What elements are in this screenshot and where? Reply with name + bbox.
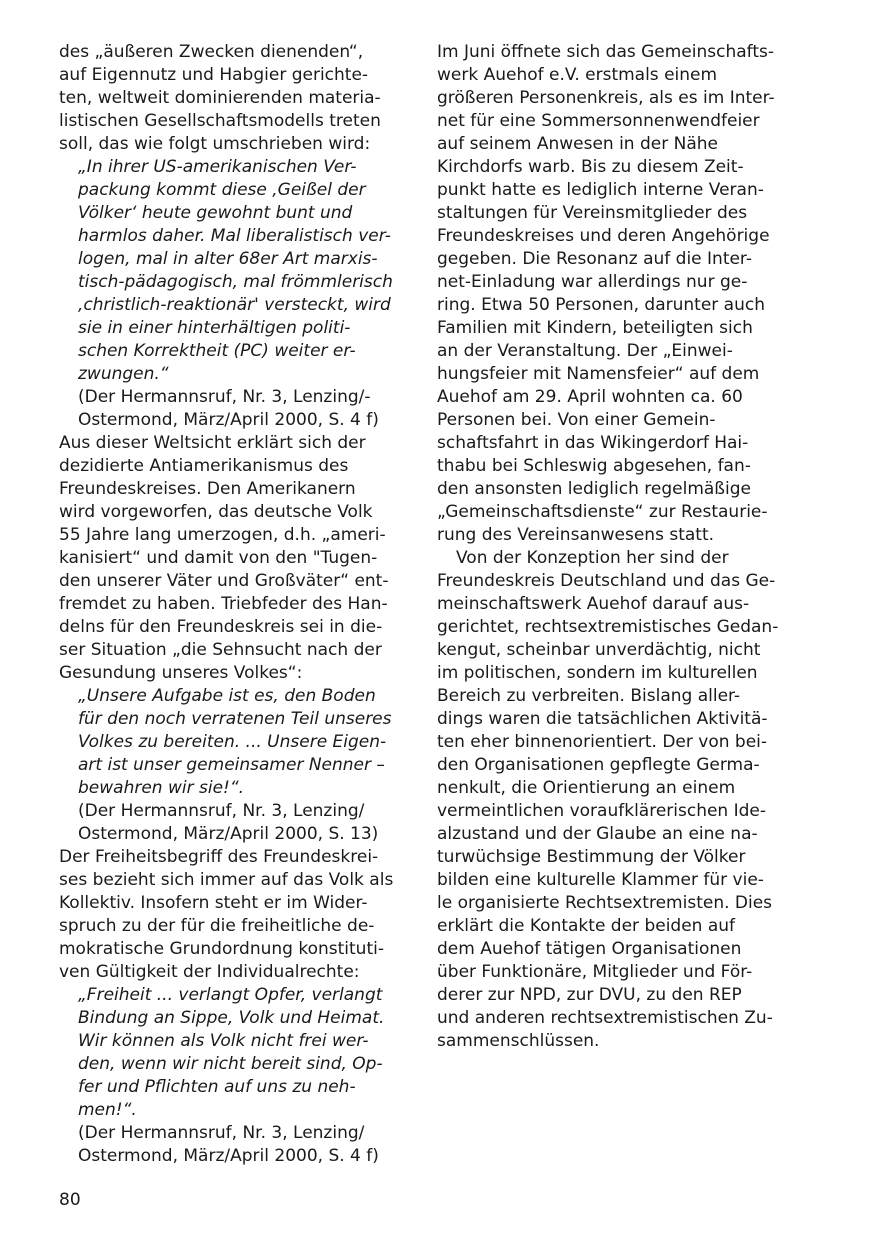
text-line: den unserer Väter und Großväter“ ent-: [59, 571, 389, 591]
text-line: alzustand und der Glaube an eine na-: [437, 824, 758, 844]
source-line: (Der Hermannsruf, Nr. 3, Lenzing/: [78, 801, 365, 821]
text-line: Personen bei. Von einer Gemein-: [437, 410, 716, 430]
text-line: Im Juni öffnete sich das Gemeinschafts-: [437, 42, 775, 62]
quote-line: ‚christlich-reaktionär' versteckt, wird: [78, 295, 391, 315]
text-line: ten eher binnenorientiert. Der von bei-: [437, 732, 768, 752]
text-line: turwüchsige Bestimmung der Völker: [437, 847, 746, 867]
text-line: dem Auehof tätigen Organisationen: [437, 939, 742, 959]
text-line: dezidierte Antiamerikanismus des: [59, 456, 349, 476]
quote-line: harmlos daher. Mal liberalistisch ver-: [78, 226, 391, 246]
text-line: im politischen, sondern im kulturellen: [437, 663, 758, 683]
text-line: sammenschlüssen.: [437, 1031, 600, 1051]
left-column: [59, 41, 404, 1168]
quote-line: Wir können als Volk nicht frei wer-: [78, 1031, 369, 1051]
source-line: (Der Hermannsruf, Nr. 3, Lenzing/-: [78, 387, 371, 407]
text-line: rung des Vereinsanwesens statt.: [437, 525, 715, 545]
text-line: kengut, scheinbar unverdächtig, nicht: [437, 640, 761, 660]
text-line: werk Auehof e.V. erstmals einem: [437, 65, 718, 85]
quote-line: logen, mal in alter 68er Art marxis-: [78, 249, 378, 269]
text-line: auf seinem Anwesen in der Nähe: [437, 134, 718, 154]
text-line: Freundeskreis Deutschland und das Ge-: [437, 571, 776, 591]
text-line: Der Freiheitsbegriff des Freundeskrei-: [59, 847, 379, 867]
text-line: listischen Gesellschaftsmodells treten: [59, 111, 381, 131]
quote-line: „Unsere Aufgabe ist es, den Boden: [78, 686, 376, 706]
quote-line: „In ihrer US-amerikanischen Ver-: [78, 157, 357, 177]
text-line: Bereich zu verbreiten. Bislang aller-: [437, 686, 741, 706]
text-line: derer zur NPD, zur DVU, zu den REP: [437, 985, 742, 1005]
quote-line: fer und Pflichten auf uns zu neh-: [78, 1077, 356, 1097]
quote-line: art ist unser gemeinsamer Nenner –: [78, 755, 385, 775]
text-line: soll, das wie folgt umschrieben wird:: [59, 134, 371, 154]
page-number: 80: [59, 1190, 81, 1210]
source-line: Ostermond, März/April 2000, S. 4 f): [78, 410, 379, 430]
text-line: thabu bei Schleswig abgesehen, fan-: [437, 456, 751, 476]
text-line: Von der Konzeption her sind der: [456, 548, 729, 568]
text-line: ten, weltweit dominierenden materia-: [59, 88, 381, 108]
text-line: den ansonsten lediglich regelmäßige: [437, 479, 751, 499]
text-line: Freundeskreises. Den Amerikanern: [59, 479, 356, 499]
source-line: Ostermond, März/April 2000, S. 13): [78, 824, 379, 844]
text-line: „Gemeinschaftsdienste“ zur Restaurie-: [437, 502, 768, 522]
text-line: spruch zu der für die freiheitliche de-: [59, 916, 375, 936]
text-line: an der Veranstaltung. Der „Einwei-: [437, 341, 733, 361]
source-line: (Der Hermannsruf, Nr. 3, Lenzing/: [78, 1123, 365, 1143]
text-line: des „äußeren Zwecken dienenden“,: [59, 42, 364, 62]
text-line: Aus dieser Weltsicht erklärt sich der: [59, 433, 366, 453]
text-line: hungsfeier mit Namensfeier“ auf dem: [437, 364, 760, 384]
text-line: fremdet zu haben. Triebfeder des Han-: [59, 594, 388, 614]
text-line: le organisierte Rechtsextremisten. Dies: [437, 893, 773, 913]
text-line: net für eine Sommersonnenwendfeier: [437, 111, 760, 131]
source-line: Ostermond, März/April 2000, S. 4 f): [78, 1146, 379, 1166]
text-line: dings waren die tatsächlichen Aktivitä-: [437, 709, 768, 729]
text-line: erklärt die Kontakte der beiden auf: [437, 916, 736, 936]
text-line: punkt hatte es lediglich interne Veran-: [437, 180, 764, 200]
quote-line: zwungen.“: [78, 364, 169, 384]
quote-line: packung kommt diese ‚Geißel der: [78, 180, 366, 200]
text-line: gerichtet, rechtsextremistisches Gedan-: [437, 617, 779, 637]
text-line: über Funktionäre, Mitglieder und För-: [437, 962, 753, 982]
text-line: delns für den Freundeskreis sei in die-: [59, 617, 383, 637]
quote-line: bewahren wir sie!“.: [78, 778, 245, 798]
right-column: [437, 41, 782, 1053]
quote-line: tisch-pädagogisch, mal frömmlerisch: [78, 272, 393, 292]
text-line: Auehof am 29. April wohnten ca. 60: [437, 387, 743, 407]
text-line: ses bezieht sich immer auf das Volk als: [59, 870, 394, 890]
quote-line: „Freiheit ... verlangt Opfer, verlangt: [78, 985, 383, 1005]
text-line: Kirchdorfs warb. Bis zu diesem Zeit-: [437, 157, 744, 177]
text-line: bilden eine kulturelle Klammer für vie-: [437, 870, 764, 890]
text-line: nenkult, die Orientierung an einem: [437, 778, 736, 798]
text-line: 55 Jahre lang umerzogen, d.h. „ameri-: [59, 525, 386, 545]
text-line: gegeben. Die Resonanz auf die Inter-: [437, 249, 752, 269]
text-line: den Organisationen gepflegte Germa-: [437, 755, 760, 775]
text-line: meinschaftswerk Auehof darauf aus-: [437, 594, 750, 614]
quote-line: sie in einer hinterhältigen politi-: [78, 318, 351, 338]
quote-line: Bindung an Sippe, Volk und Heimat.: [78, 1008, 385, 1028]
text-line: Gesundung unseres Volkes“:: [59, 663, 303, 683]
text-line: net-Einladung war allerdings nur ge-: [437, 272, 748, 292]
text-line: ring. Etwa 50 Personen, darunter auch: [437, 295, 765, 315]
text-line: Familien mit Kindern, beteiligten sich: [437, 318, 753, 338]
text-line: und anderen rechtsextremistischen Zu-: [437, 1008, 773, 1028]
text-line: größeren Personenkreis, als es im Inter-: [437, 88, 775, 108]
text-line: ven Gültigkeit der Individualrechte:: [59, 962, 360, 982]
quote-line: schen Korrektheit (PC) weiter er-: [78, 341, 356, 361]
quote-line: men!“.: [78, 1100, 137, 1120]
quote-line: Völker‘ heute gewohnt bunt und: [78, 203, 353, 223]
text-line: Freundeskreises und deren Angehörige: [437, 226, 770, 246]
quote-line: den, wenn wir nicht bereit sind, Op-: [78, 1054, 383, 1074]
quote-line: für den noch verratenen Teil unseres: [78, 709, 392, 729]
text-line: mokratische Grundordnung konstituti-: [59, 939, 384, 959]
text-line: vermeintlichen voraufklärerischen Ide-: [437, 801, 767, 821]
text-line: Kollektiv. Insofern steht er im Wider-: [59, 893, 368, 913]
text-line: staltungen für Vereinsmitglieder des: [437, 203, 748, 223]
text-line: auf Eigennutz und Habgier gerichte-: [59, 65, 369, 85]
quote-line: Volkes zu bereiten. ... Unsere Eigen-: [78, 732, 387, 752]
text-line: ser Situation „die Sehnsucht nach der: [59, 640, 382, 660]
text-line: schaftsfahrt in das Wikingerdorf Hai-: [437, 433, 749, 453]
text-line: wird vorgeworfen, das deutsche Volk: [59, 502, 373, 522]
text-line: kanisiert“ und damit von den "Tugen-: [59, 548, 378, 568]
